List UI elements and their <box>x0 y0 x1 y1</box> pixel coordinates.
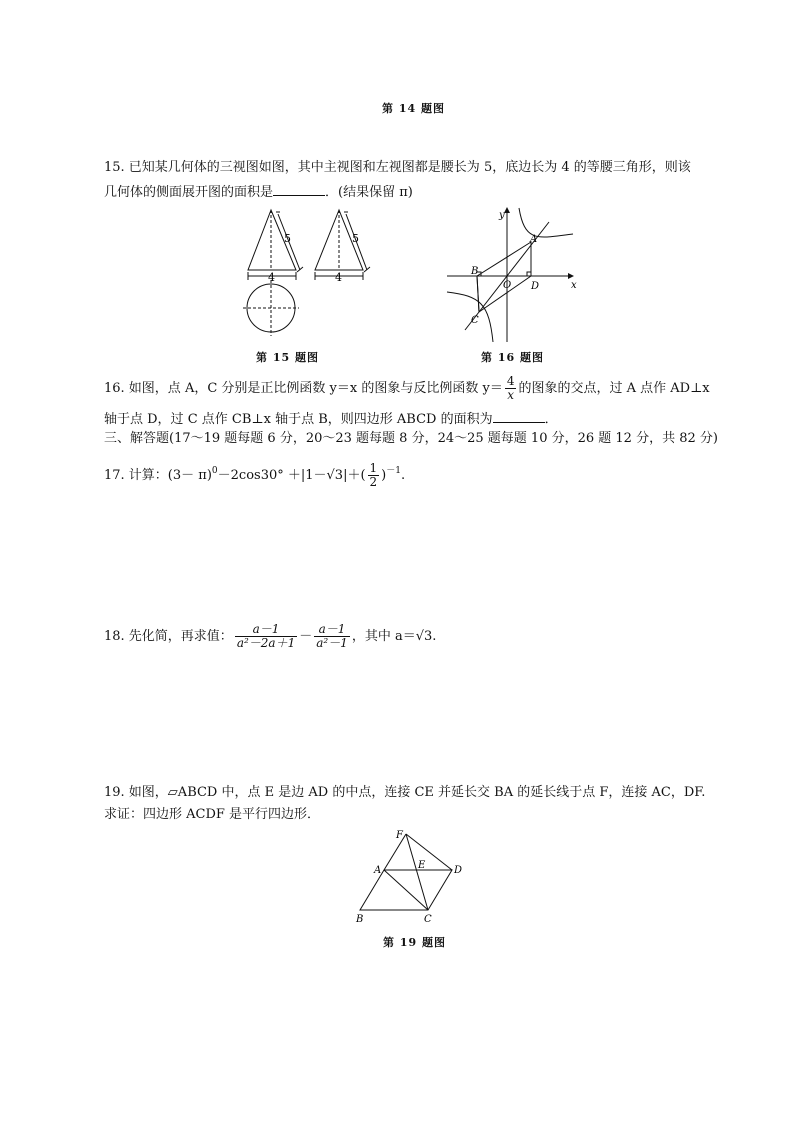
fraction-2 <box>314 623 350 650</box>
question-16-text-b: 的图象的交点，过 A 点作 AD⊥x <box>518 381 710 396</box>
point-A-label: A <box>530 234 538 245</box>
answer-blank-16 <box>493 410 545 423</box>
point-A-label: A <box>374 865 382 876</box>
fraction-2-denominator: a²－1 <box>316 636 348 650</box>
figure-16-caption: 第 16 题图 <box>481 351 544 364</box>
question-16-text-c: 轴于点 D，过 C 点作 CB⊥x 轴于点 B，则四边形 ABCD 的面积为 <box>104 412 493 427</box>
question-18-post: ，其中 a＝√3. <box>351 629 437 644</box>
front-base-label: 4 <box>268 271 275 284</box>
segment-AC <box>384 870 428 910</box>
fraction-2-numerator: a－1 <box>314 623 350 637</box>
fraction-1 <box>235 623 297 650</box>
point-D-label: D <box>454 865 463 876</box>
top-view <box>243 280 299 336</box>
question-17 <box>104 458 405 489</box>
point-B-label: B <box>471 266 479 277</box>
fraction-one-half <box>368 462 380 489</box>
front-view <box>248 210 303 280</box>
question-17-end: . <box>400 468 406 483</box>
hyperbola-branch-2 <box>447 292 493 342</box>
question-17-post: ) <box>381 468 387 483</box>
hyperbola-branch-1 <box>519 208 573 237</box>
figure-19-caption: 第 19 题图 <box>383 936 446 949</box>
side-slant-label: 5 <box>352 232 359 245</box>
fraction-denominator: x <box>507 388 515 402</box>
front-slant-label: 5 <box>284 232 291 245</box>
side-base-label: 4 <box>335 271 342 284</box>
question-16-text-a: 16. 如图，点 A，C 分别是正比例函数 y＝x 的图象与反比例函数 y＝ <box>104 381 503 396</box>
fraction-1-denominator: a²－2a＋1 <box>236 636 296 650</box>
side-view <box>315 210 370 280</box>
question-15-text: 几何体的侧面展开图的面积是 <box>104 185 274 200</box>
quadrilateral-ABCD <box>477 242 531 312</box>
question-15-note: ．(结果保留 π) <box>325 185 413 200</box>
figure-15-three-views <box>240 204 380 344</box>
fraction-numerator: 4 <box>506 374 515 388</box>
point-B-label: B <box>356 914 364 925</box>
question-18-minus: － <box>299 629 313 644</box>
fraction-denominator: 2 <box>369 475 378 489</box>
figure-19-parallelogram <box>352 826 464 926</box>
figure-15-caption: 第 15 题图 <box>256 351 319 364</box>
question-17-exp0: 0 <box>211 466 218 476</box>
question-18 <box>104 620 436 654</box>
question-15-line-2 <box>104 183 413 201</box>
point-D-label: D <box>531 281 540 292</box>
question-19-line-2: 求证：四边形 ACDF 是平行四边形． <box>104 807 321 822</box>
question-16-line-1 <box>104 374 710 404</box>
answer-blank-15 <box>273 183 325 196</box>
question-15-line-1: 15. 已知某几何体的三视图如图，其中主视图和左视图都是腰长为 5，底边长为 4 的等腰三角形，则该 <box>104 160 691 175</box>
question-19-line-1: 19. 如图，▱ABCD 中，点 E 是边 AD 的中点，连接 CE 并延长交 BA 的延长线于点 F，连接 AC，DF. <box>104 785 706 800</box>
fraction-4-over-x <box>505 375 517 402</box>
point-C-label: C <box>471 315 479 326</box>
question-18-pre: 18. 先化简，再求值： <box>104 629 233 644</box>
point-E-label: E <box>418 860 426 871</box>
fraction-numerator: 1 <box>369 461 378 475</box>
question-17-exp: －1 <box>386 466 401 476</box>
x-axis-label: x <box>571 280 577 291</box>
question-17-pre: 17. 计算：(3－ π) <box>104 468 212 483</box>
point-F-label: F <box>396 830 403 841</box>
segment-DF <box>406 834 452 870</box>
figure-16-graph <box>445 204 583 346</box>
segment-CF <box>406 834 428 910</box>
figure-14-caption: 第 14 题图 <box>382 102 445 115</box>
point-C-label: C <box>424 914 432 925</box>
question-17-mid: －2cos30° ＋|1－√3|＋( <box>217 468 366 483</box>
origin-O-label: O <box>503 280 512 291</box>
section-3-heading: 三、解答题(17～19 题每题 6 分，20～23 题每题 8 分，24～25 题每题 10 分，26 题 12 分，共 82 分) <box>104 431 718 446</box>
y-axis-label: y <box>499 210 505 221</box>
question-16-period: ． <box>544 412 558 427</box>
fraction-1-numerator: a－1 <box>235 623 297 637</box>
question-16-line-2 <box>104 410 558 428</box>
